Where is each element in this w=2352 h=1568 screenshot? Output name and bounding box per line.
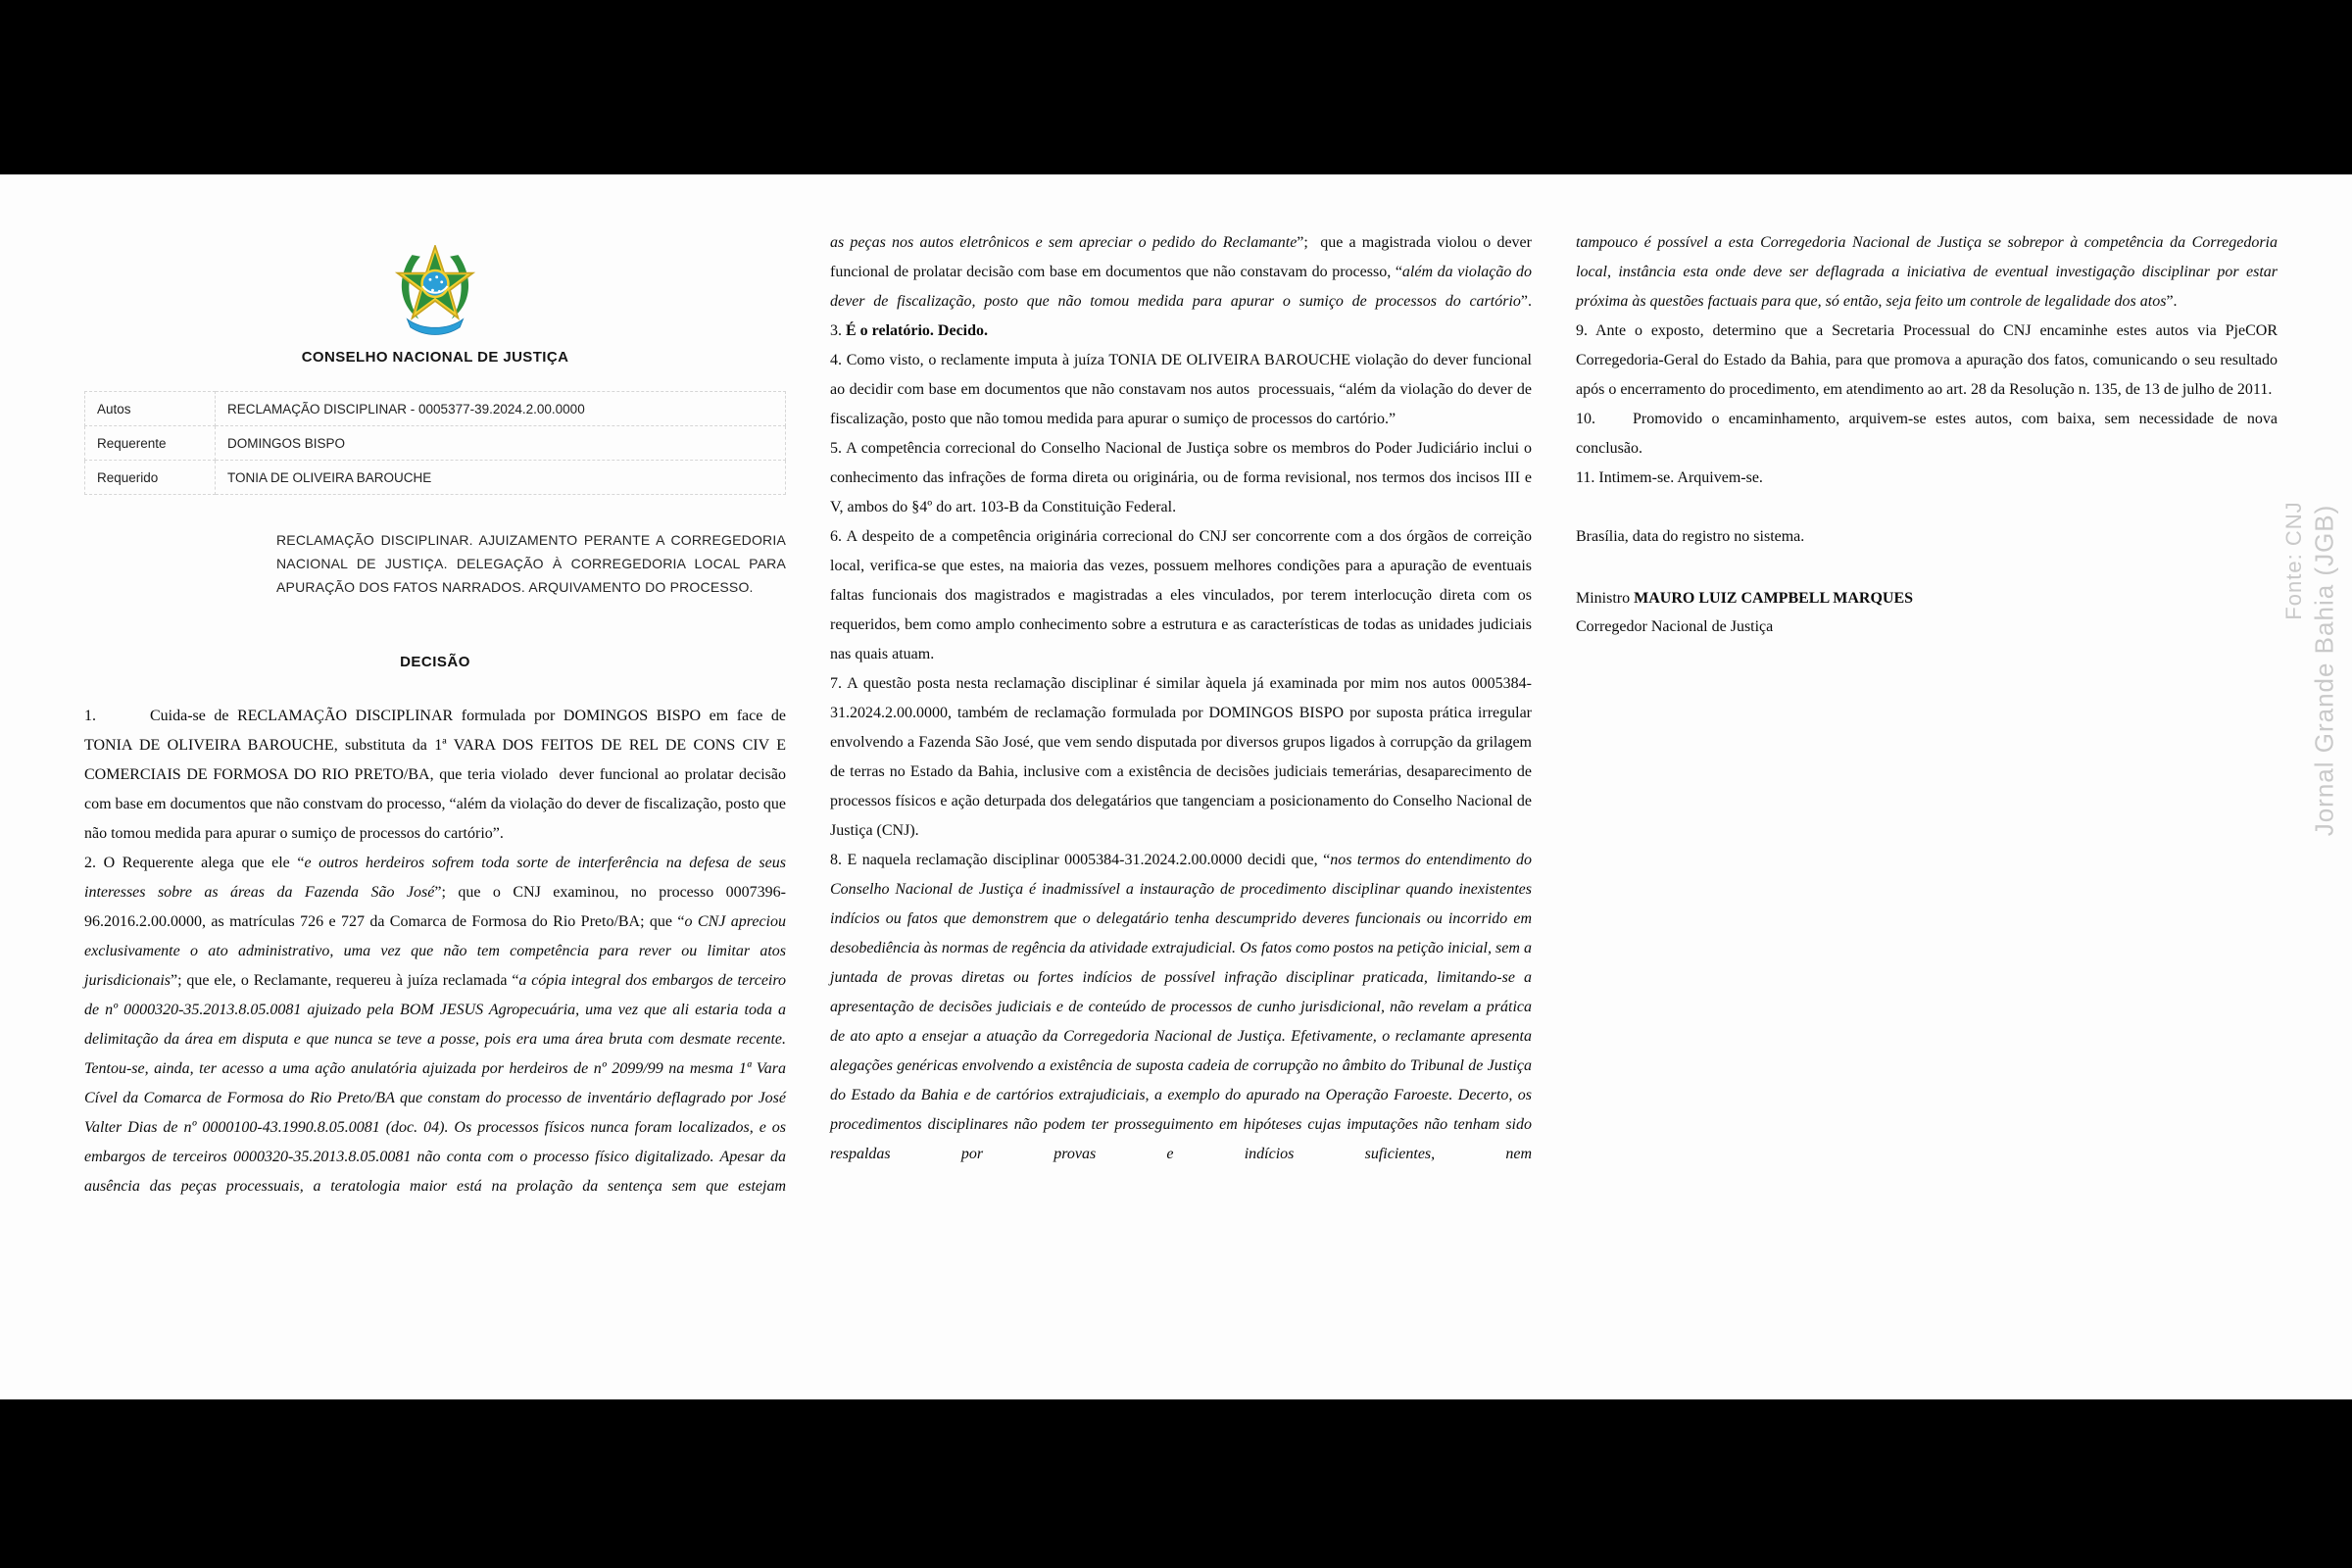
case-value-autos: RECLAMAÇÃO DISCIPLINAR - 0005377-39.2024.2.00.0000 — [216, 392, 786, 426]
middle-column — [830, 228, 1532, 1169]
decision-paragraph-8-continued: tampouco é possível a esta Corregedoria Nacional de Justiça se sobrepor à competência da Corregedoria local, instância esta onde deve ser deflagrada a iniciativa de eventual investigação disciplinar por estar próxima às questões factuais para que, só então, seja feito um controle de legalidade dos atos”. — [1576, 234, 2278, 310]
left-column — [84, 245, 786, 1201]
case-label-requerente: Requerente — [85, 426, 216, 461]
case-value-requerente: DOMINGOS BISPO — [216, 426, 786, 461]
case-value-requerido: TONIA DE OLIVEIRA BAROUCHE — [216, 461, 786, 495]
top-letterbox-bar — [0, 0, 2352, 174]
decision-heading: DECISÃO — [400, 654, 470, 670]
decision-paragraph-11: 11. Intimem-se. Arquivem-se. — [1576, 469, 1763, 486]
decision-paragraph-2-continued: as peças nos autos eletrônicos e sem apreciar o pedido do Reclamante”; que a magistrada violou o dever funcional de prolatar decisão com base em documentos que não constavam do processo, “além da violação do dever de fiscalização, posto que não tomou medida para apurar o sumiço de processos do cartório”. — [830, 234, 1532, 310]
coat-of-arms-wrap — [84, 245, 786, 339]
table-row-requerente — [85, 426, 786, 461]
org-title: CONSELHO NACIONAL DE JUSTIÇA — [301, 349, 569, 366]
decision-paragraph-9: 9. Ante o exposto, determino que a Secretaria Processual do CNJ encaminhe estes autos via PjeCOR Corregedoria-Geral do Estado da Bahia, para que promova a apuração dos fatos, comunicando o seu resultado após o encerramento do procedimento, em atendimento ao art. 28 da Resolução n. 135, de 13 de julho de 2011. — [1576, 322, 2278, 398]
decision-document — [0, 174, 2352, 1399]
case-info-table — [84, 391, 786, 495]
decision-paragraph-10: 10. Promovido o encaminhamento, arquivem-se estes autos, com baixa, sem necessidade de nova conclusão. — [1576, 411, 2278, 457]
decision-paragraph-3: 3. É o relatório. Decido. — [830, 322, 989, 339]
signature-name: Ministro MAURO LUIZ CAMPBELL MARQUES — [1576, 590, 1914, 607]
case-summary: RECLAMAÇÃO DISCIPLINAR. AJUIZAMENTO PERANTE A CORREGEDORIA NACIONAL DE JUSTIÇA. DELEGAÇÃO À CORREGEDORIA LOCAL PARA APURAÇÃO DOS FATOS NARRADOS. ARQUIVAMENTO DO PROCESSO. — [276, 532, 786, 595]
decision-paragraph-1: 1. Cuida-se de RECLAMAÇÃO DISCIPLINAR formulada por DOMINGOS BISPO em face de TONIA DE OLIVEIRA BAROUCHE, substituta da 1ª VARA DOS FEITOS DE REL DE CONS CIV E COMERCIAIS DE FORMOSA DO RIO PRETO/BA, que teria violado dever funcional ao prolatar decisão com base em documentos que não constvam do processo, “além da violação do dever de fiscalização, posto que não tomou medida para apurar o sumiço de processos do cartório”. — [84, 708, 786, 842]
case-label-autos: Autos — [85, 392, 216, 426]
decision-paragraph-6: 6. A despeito de a competência originária correcional do CNJ ser concorrente com a dos órgãos de correição local, verifica-se que estes, na maioria das vezes, possuem melhores condições para a apuração de eventuais faltas funcionais dos magistrados e magistradas a eles vinculados, por terem interlocução direta com os requeridos, bem como amplo conhecimento sobre a estrutura e as características de todas as unidades judiciais nas quais atuam. — [830, 528, 1532, 662]
decision-paragraph-8: 8. E naquela reclamação disciplinar 0005384-31.2024.2.00.0000 decidi que, “nos termos do entendimento do Conselho Nacional de Justiça é inadmissível a instauração de procedimento disciplinar quando inexistentes indícios ou fatos que demonstrem que o delegatário tenha descumprido deveres funcionais ou incorrido em desobediência às normas de regência da atividade extrajudicial. Os fatos como postos na petição inicial, sem a juntada de provas diretas ou fortes indícios de possível infração disciplinar praticada, limitando-se a apresentação de decisões judiciais e de conteúdo de processos de cunho jurisdicional, não revelam a prática de ato apto a ensejar a atuação da Corregedoria Nacional de Justiça. Efetivamente, o reclamante apresenta alegações genéricas envolvendo a existência de suposta cadeia de corrupção no âmbito do Tribunal de Justiça do Estado da Bahia e de cartórios extrajudiciais, a exemplo do apurado na Operação Faroeste. Decerto, os procedimentos disciplinares não podem ter prosseguimento em hipóteses cujas imputações não tenham sido respaldas por provas e indícios suficientes, nem — [830, 852, 1532, 1162]
bottom-letterbox-bar — [0, 1399, 2352, 1568]
table-row-requerido — [85, 461, 786, 495]
case-label-requerido: Requerido — [85, 461, 216, 495]
signature-role: Corregedor Nacional de Justiça — [1576, 618, 1774, 635]
decision-paragraph-5: 5. A competência correcional do Conselho Nacional de Justiça sobre os membros do Poder Judiciário inclui o conhecimento das infrações de forma direta ou originária, ou de forma revisional, nos termos dos incisos III e V, ambos do §4º do art. 103-B da Constituição Federal. — [830, 440, 1532, 515]
left-column-body — [84, 702, 786, 1201]
decision-paragraph-4: 4. Como visto, o reclamente imputa à juíza TONIA DE OLIVEIRA BAROUCHE violação do dever funcional ao decidir com base em documentos que não constavam nos autos processuais, “além da violação do dever de fiscalização, posto que não tomou medida para apurar o sumiço de processos do cartório.” — [830, 352, 1532, 427]
decision-paragraph-7: 7. A questão posta nesta reclamação disciplinar é similar àquela já examinada por mim nos autos 0005384-31.2024.2.00.0000, também de reclamação formulada por DOMINGOS BISPO por suposta prática irregular envolvendo a Fazenda São José, que vem sendo disputada por diversos grupos ligados à corrupção da grilagem de terras no Estado da Bahia, inclusive com a existência de decisões judiciais temerárias, desaparecimento de processos físicos e ação deturpada dos delegatários que tangenciam a posicionamento do Conselho Nacional de Justiça (CNJ). — [830, 675, 1532, 839]
place-date-line: Brasília, data do registro no sistema. — [1576, 528, 1805, 545]
decision-paragraph-2: 2. O Requerente alega que ele “e outros herdeiros sofrem toda sorte de interferência na defesa de seus interesses sobre as áreas da Fazenda São José”; que o CNJ examinou, no processo 0007396-96.2016.2.00.0000, as matrículas 726 e 727 da Comarca de Formosa do Rio Preto/BA; que “o CNJ apreciou exclusivamente o ato administrativo, uma vez que não tem competência para rever ou limitar atos jurisdicionais”; que ele, o Reclamante, requereu à juíza reclamada “a cópia integral dos embargos de terceiro de nº 0000320-35.2013.8.05.0081 ajuizado pela BOM JESUS Agropecuária, uma vez que ali estaria toda a delimitação da área em disputa e que nunca se teve a posse, pois era uma área bruta com desmate recente. Tentou-se, ainda, ter acesso a uma ação anulatória ajuizada por herdeiros de nº 2099/99 na mesma 1ª Vara Cível da Comarca de Formosa do Rio Preto/BA que constam do processo de inventário deflagrado por José Valter Dias de nº 0000100-43.1990.8.05.0081 (doc. 04). Os processos físicos nunca foram localizados, e os embargos de terceiros 0000320-35.2013.8.05.0081 não conta com o processo físico digitalizado. Apesar da ausência das peças processuais, a teratologia maior está na prolação da sentença sem que estejam — [84, 855, 787, 1195]
right-column — [1576, 228, 2278, 641]
watermark-source: Fonte: CNJ — [2281, 501, 2306, 620]
table-row-autos — [85, 392, 786, 426]
brazil-coat-of-arms-icon — [394, 245, 476, 337]
watermark-credit: Jornal Grande Bahia (JGB) — [2309, 504, 2339, 837]
